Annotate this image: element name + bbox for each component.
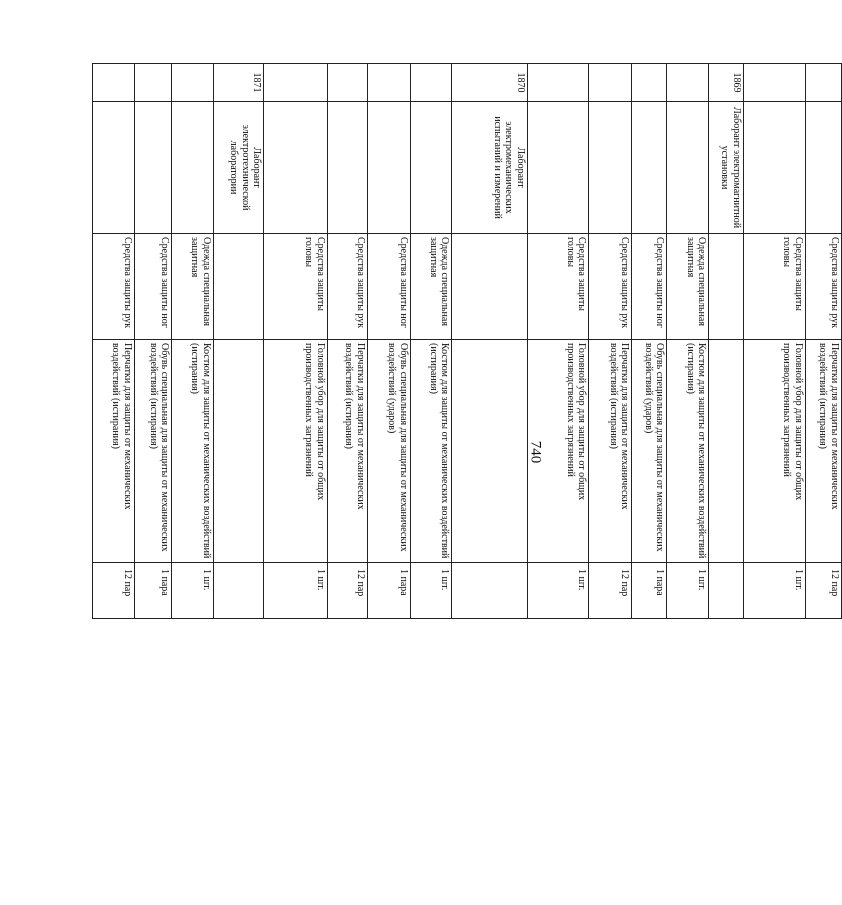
row-number-cell bbox=[93, 64, 135, 102]
ppe-item-cell: Обувь специальная для защиты от механических воздействий (истирания) bbox=[134, 340, 172, 563]
table-row bbox=[805, 64, 841, 619]
profession-cell bbox=[805, 102, 841, 234]
ppe-item-cell: Перчатки для защиты от механических воздействий (истирания) bbox=[93, 340, 135, 563]
ppe-category-cell: Средства защиты ног bbox=[134, 234, 172, 340]
ppe-category-cell: Одежда специальная защитная bbox=[410, 234, 452, 340]
issue-quantity-cell: 1 шт. bbox=[264, 563, 327, 619]
ppe-item-cell: Перчатки для защиты от механических воздействий (истирания) bbox=[805, 340, 841, 563]
issue-quantity-cell bbox=[452, 563, 527, 619]
issue-quantity-cell: 12 пар bbox=[93, 563, 135, 619]
table-row bbox=[709, 64, 744, 619]
profession-cell bbox=[134, 102, 172, 234]
profession-cell: Лаборант электротехнической лаборатории bbox=[214, 102, 264, 234]
profession-cell bbox=[589, 102, 632, 234]
row-number-cell bbox=[172, 64, 214, 102]
profession-cell bbox=[264, 102, 327, 234]
ppe-category-cell: Средства защиты ног bbox=[632, 234, 667, 340]
ppe-item-cell bbox=[452, 340, 527, 563]
row-number-cell bbox=[410, 64, 452, 102]
table-row bbox=[172, 64, 214, 619]
table-row bbox=[527, 64, 589, 619]
ppe-norms-table bbox=[92, 63, 842, 619]
ppe-category-cell: Средства защиты головы bbox=[527, 234, 589, 340]
profession-cell bbox=[667, 102, 709, 234]
ppe-item-cell: Обувь специальная для защиты от механических воздействий (ударов) bbox=[632, 340, 667, 563]
issue-quantity-cell: 1 шт. bbox=[743, 563, 805, 619]
table-row bbox=[410, 64, 452, 619]
table-row bbox=[264, 64, 327, 619]
profession-cell bbox=[527, 102, 589, 234]
row-number-cell bbox=[327, 64, 367, 102]
ppe-category-cell: Средства защиты рук bbox=[93, 234, 135, 340]
issue-quantity-cell: 1 шт. bbox=[410, 563, 452, 619]
issue-quantity-cell: 1 шт. bbox=[667, 563, 709, 619]
issue-quantity-cell: 1 пара bbox=[367, 563, 410, 619]
ppe-item-cell: Перчатки для защиты от механических воздействий (истирания) bbox=[327, 340, 367, 563]
ppe-category-cell: Средства защиты рук bbox=[589, 234, 632, 340]
table-row bbox=[134, 64, 172, 619]
profession-cell: Лаборант электромеханических испытаний и измерений bbox=[452, 102, 527, 234]
ppe-category-cell: Средства защиты ног bbox=[367, 234, 410, 340]
profession-cell bbox=[172, 102, 214, 234]
ppe-item-cell: Перчатки для защиты от механических воздействий (истирания) bbox=[589, 340, 632, 563]
ppe-category-cell bbox=[709, 234, 744, 340]
ppe-category-cell: Средства защиты рук bbox=[805, 234, 841, 340]
table-row bbox=[632, 64, 667, 619]
table-row bbox=[214, 64, 264, 619]
ppe-item-cell: Головной убор для защиты от общих производственных загрязнений bbox=[527, 340, 589, 563]
issue-quantity-cell: 1 пара bbox=[134, 563, 172, 619]
ppe-item-cell: Головной убор для защиты от общих производственных загрязнений bbox=[264, 340, 327, 563]
profession-cell bbox=[327, 102, 367, 234]
row-number-cell bbox=[667, 64, 709, 102]
ppe-category-cell bbox=[214, 234, 264, 340]
issue-quantity-cell bbox=[709, 563, 744, 619]
profession-cell bbox=[367, 102, 410, 234]
table-row bbox=[667, 64, 709, 619]
ppe-item-cell: Костюм для защиты от механических воздействий (истирания) bbox=[667, 340, 709, 563]
table-row bbox=[93, 64, 135, 619]
issue-quantity-cell bbox=[214, 563, 264, 619]
issue-quantity-cell: 12 пар bbox=[805, 563, 841, 619]
ppe-item-cell: Костюм для защиты от механических воздействий (истирания) bbox=[172, 340, 214, 563]
profession-cell bbox=[410, 102, 452, 234]
ppe-item-cell: Головной убор для защиты от общих производственных загрязнений bbox=[743, 340, 805, 563]
issue-quantity-cell: 12 пар bbox=[589, 563, 632, 619]
ppe-category-cell: Одежда специальная защитная bbox=[667, 234, 709, 340]
ppe-category-cell: Средства защиты головы bbox=[743, 234, 805, 340]
ppe-item-cell bbox=[214, 340, 264, 563]
ppe-item-cell: Костюм для защиты от механических воздействий (истирания) bbox=[410, 340, 452, 563]
issue-quantity-cell: 12 пар bbox=[327, 563, 367, 619]
table-row bbox=[327, 64, 367, 619]
ppe-category-cell: Одежда специальная защитная bbox=[172, 234, 214, 340]
row-number-cell: 1869 bbox=[709, 64, 744, 102]
row-number-cell: 1870 bbox=[452, 64, 527, 102]
ppe-item-cell: Обувь специальная для защиты от механических воздействий (ударов) bbox=[367, 340, 410, 563]
row-number-cell bbox=[632, 64, 667, 102]
ppe-category-cell: Средства защиты рук bbox=[327, 234, 367, 340]
row-number-cell bbox=[589, 64, 632, 102]
profession-cell bbox=[743, 102, 805, 234]
table-row bbox=[452, 64, 527, 619]
row-number-cell bbox=[134, 64, 172, 102]
ppe-category-cell bbox=[452, 234, 527, 340]
row-number-cell: 1871 bbox=[214, 64, 264, 102]
table-row bbox=[589, 64, 632, 619]
profession-cell bbox=[632, 102, 667, 234]
row-number-cell bbox=[743, 64, 805, 102]
ppe-category-cell: Средства защиты головы bbox=[264, 234, 327, 340]
row-number-cell bbox=[805, 64, 841, 102]
row-number-cell bbox=[367, 64, 410, 102]
table-row bbox=[367, 64, 410, 619]
issue-quantity-cell: 1 шт. bbox=[172, 563, 214, 619]
profession-cell: Лаборант электромагнитной установки bbox=[709, 102, 744, 234]
issue-quantity-cell: 1 пара bbox=[632, 563, 667, 619]
row-number-cell bbox=[264, 64, 327, 102]
profession-cell bbox=[93, 102, 135, 234]
row-number-cell bbox=[527, 64, 589, 102]
table-body bbox=[93, 64, 842, 619]
issue-quantity-cell: 1 шт. bbox=[527, 563, 589, 619]
rotated-page-content bbox=[92, 63, 842, 618]
ppe-item-cell bbox=[709, 340, 744, 563]
page-number: 740 bbox=[527, 440, 544, 464]
table-row bbox=[743, 64, 805, 619]
